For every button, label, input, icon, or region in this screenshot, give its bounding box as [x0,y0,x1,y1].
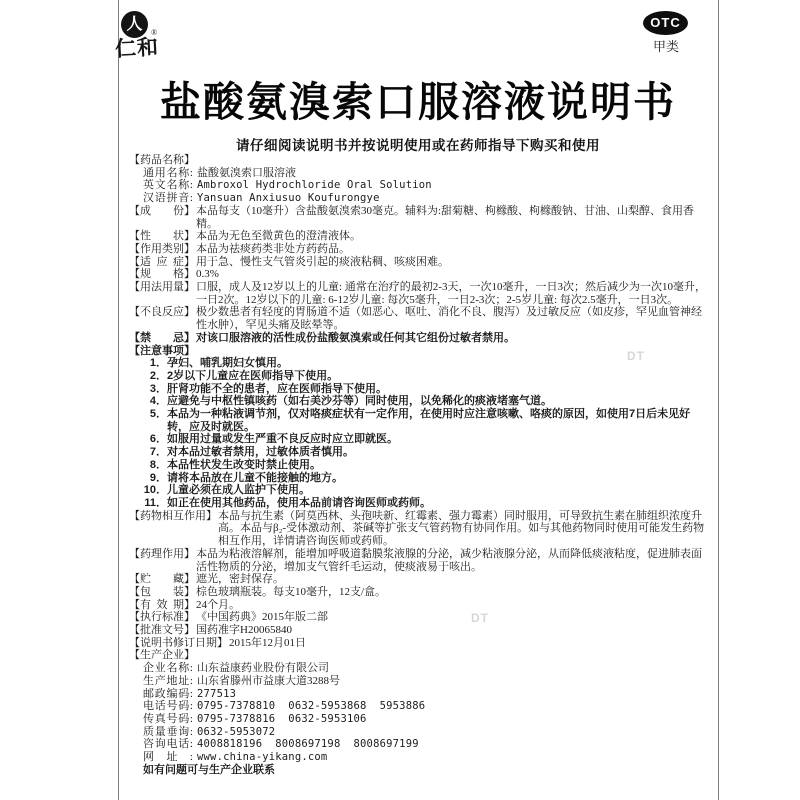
brand-name: 仁和 [114,35,160,62]
section-label: 【贮藏】 [129,573,195,586]
precautions-heading [129,345,710,358]
generic-name-row [129,167,710,180]
precaution-item-1 [141,357,710,370]
item-text: 如服用过量或发生严重不良反应时应立即就医。 [167,433,398,446]
item-text: 应避免与中枢性镇咳药（如右美沙芬等）同时使用，以免稀化的痰液堵塞气道。 [167,395,552,408]
precaution-item-3 [141,383,710,396]
precaution-item-5 [141,408,710,433]
field-key: 电话号码: [143,700,193,713]
section-content: 《中国药典》2015年版二部 [196,611,328,624]
section-content: 本品与抗生素（阿莫西林、头孢呋新、红霉素、强力霉素）同时服用，可导致抗生素在肺组织浓度升高。本品与β₂-受体激动剂、茶碱等扩张支气管药物有协同作用。如与其他药物同时使用可能发生药物相互作用，详情请咨询医师或药师。 [218,509,705,548]
section-content: 24个月。 [196,598,240,611]
section-label: 【执行标准】 [129,611,195,624]
specification-row [129,268,710,281]
website-row [129,751,710,764]
field-key: 传真号码: [143,712,193,725]
field-value: 0795-7378810 0632-5953868 5953886 [197,700,426,713]
item-number: 1． [149,357,167,370]
field-value: www.china-yikang.com [197,751,328,764]
validity-row [129,599,710,612]
pharmacology-row [129,548,710,573]
field-value: 盐酸氨溴索口服溶液 [197,166,296,179]
character-row [129,230,710,243]
quality-inquiry-row [129,726,710,739]
section-label: 【生产企业】 [129,649,195,662]
postal-code-row [129,688,710,701]
item-text: 2岁以下儿童应在医师指导下使用。 [167,369,339,382]
item-number: 7． [149,446,167,459]
field-value: 山东省滕州市益康大道3288号 [197,674,340,687]
contact-note [129,764,710,777]
item-number: 8． [149,458,167,471]
section-label: 【成份】 [129,204,195,217]
hotline-row [129,738,710,751]
section-content: 极少数患者有轻度的胃肠道不适（如恶心、呕吐、消化不良、腹泻）及过敏反应（如皮疹，罕见血管神经性水肿），罕见头痛及眩晕等。 [196,306,702,332]
item-number: 10． [143,484,167,497]
drug-interactions-row [129,510,710,548]
field-key: 通用名称: [143,166,193,179]
item-text: 请将本品放在儿童不能接触的地方。 [167,471,343,484]
field-key: 网址: [143,751,193,764]
field-value: 0632-5953072 [197,725,276,738]
item-text: 如正在使用其他药品，使用本品前请咨询医师或药师。 [167,496,431,509]
section-label: 【用法用量】 [129,281,195,294]
item-number: 9． [149,471,167,484]
fax-row [129,713,710,726]
dt-watermark: DT [627,349,645,363]
revision-date-row [129,637,710,650]
precaution-item-2 [141,370,710,383]
precaution-item-8 [141,459,710,472]
item-number: 2． [149,369,167,382]
registered-trademark-icon: ® [151,28,158,37]
field-key: 生产地址: [143,674,193,687]
precaution-item-9 [141,472,710,485]
section-label: 【作用类别】 [129,242,195,255]
section-label: 【说明书修订日期】 [129,636,228,649]
item-number: 5． [149,408,167,421]
field-value: Ambroxol Hydrochloride Oral Solution [197,179,432,192]
contraindication-row [129,332,710,345]
section-label: 【性状】 [129,230,195,243]
field-key: 英文名称: [143,179,193,192]
storage-row [129,573,710,586]
item-text: 儿童必须在成人监护下使用。 [167,484,310,497]
otc-badge [643,11,689,55]
field-key: 汉语拼音: [143,192,193,205]
otc-category-label: 甲类 [652,39,679,54]
field-value: Yansuan Anxiusuo Koufurongye [197,192,380,205]
precaution-item-11 [141,497,710,510]
leaflet-body [118,154,718,776]
section-content: 对该口服溶液的活性成份盐酸氨溴索或任何其它组份过敏者禁用。 [196,331,515,344]
field-key: 邮政编码: [143,687,193,700]
item-number: 6． [149,433,167,446]
section-label: 【包装】 [129,585,195,598]
approval-number-row [129,624,710,637]
action-category-row [129,243,710,256]
section-label: 【药物相互作用】 [129,509,217,522]
section-label: 【适应症】 [129,255,195,268]
precaution-item-4 [141,395,710,408]
section-content: 本品每支（10毫升）含盐酸氨溴索30毫克。辅料为:甜菊糖、枸橼酸、枸橼酸钠、甘油、山梨醇、食用香精。 [196,204,695,230]
section-label: 【药理作用】 [129,547,195,560]
section-content: 遮光，密封保存。 [196,573,284,586]
item-text: 本品性状发生改变时禁止使用。 [167,458,321,471]
section-content: 棕色玻璃瓶装。每支10毫升，12支/盒。 [196,585,387,598]
standard-row [129,611,710,624]
address-row [129,675,710,688]
dosage-row [129,281,710,306]
field-value: 277513 [197,687,237,700]
precaution-item-6 [141,433,710,446]
item-text: 孕妇、哺乳期妇女慎用。 [167,357,288,370]
pinyin-row [129,192,710,205]
section-content: 2015年12月01日 [229,636,306,649]
section-content: 本品为祛痰药类非处方药药品。 [196,242,350,255]
otc-icon: OTC [643,11,688,35]
item-text: 肝肾功能不全的患者，应在医师指导下使用。 [167,382,387,395]
field-value: 0795-7378816 0632-5953106 [197,712,367,725]
manufacturer-heading [129,649,710,662]
field-value: 山东益康药业股份有限公司 [197,662,329,675]
section-label: 【规格】 [129,268,195,281]
item-text: 对本品过敏者禁用，过敏体质者慎用。 [167,446,354,459]
section-label: 【有效期】 [129,598,195,611]
section-content: 国药准字H20065840 [196,624,292,637]
company-name-row [129,662,710,675]
item-number: 11． [144,496,167,509]
field-key: 质量垂询: [143,725,193,738]
fold-line-right [718,0,719,800]
item-text: 本品为一种粘液调节剂，仅对咯痰症状有一定作用，在使用时应注意咳嗽、咯痰的原因，如使用7日后未见好转，应及时就医。 [167,408,691,433]
section-content: 本品为无色至微黄色的澄清液体。 [196,230,361,243]
section-content: 0.3% [196,268,219,281]
page-subtitle: 请仔细阅读说明书并按说明使用或在药师指导下购买和使用 [236,138,600,153]
section-label: 【注意事项】 [129,344,195,357]
field-key: 企业名称: [143,662,193,675]
precaution-item-7 [141,446,710,459]
section-content: 本品为粘液溶解剂，能增加呼吸道黏膜浆液腺的分泌，减少粘液腺分泌，从而降低痰液粘度，促进肺表面活性物质的分泌，增加支气管纤毛运动，使痰液易于咳出。 [196,547,702,573]
section-content: 用于急、慢性支气管炎引起的痰液粘稠、咳痰困难。 [196,255,449,268]
drug-name-heading [129,154,710,167]
note-text: 如有问题可与生产企业联系 [143,763,275,776]
phone-row [129,700,710,713]
section-content: 口服，成人及12岁以上的儿童: 通常在治疗的最初2-3天，一次10毫升，一日3次；然后减少为一次10毫升，一日2次。12岁以下的儿童: 6-12岁儿童: 每次5毫升，一日2-3次；2-5岁儿童: 每次2.5毫升，一日3次。 [196,281,706,306]
section-label: 【批准文号】 [129,624,195,637]
english-name-row [129,179,710,192]
package-row [129,586,710,599]
adverse-reactions-row [129,306,710,331]
section-label: 【禁忌】 [129,331,195,344]
renhe-logo [114,8,174,60]
composition-row [129,205,710,230]
field-value: 4008818196 8008697198 8008697199 [197,738,419,751]
page-title: 盐酸氨溴索口服溶液说明书 [160,79,676,125]
renhe-circle-icon: 人 [121,11,148,38]
item-number: 4． [149,395,167,408]
precaution-item-10 [141,484,710,497]
dt-watermark: DT [471,611,489,625]
section-label: 【不良反应】 [129,306,195,319]
item-number: 3． [149,382,167,395]
field-key: 咨询电话: [143,738,193,751]
indications-row [129,256,710,269]
section-label: 【药品名称】 [129,154,195,166]
